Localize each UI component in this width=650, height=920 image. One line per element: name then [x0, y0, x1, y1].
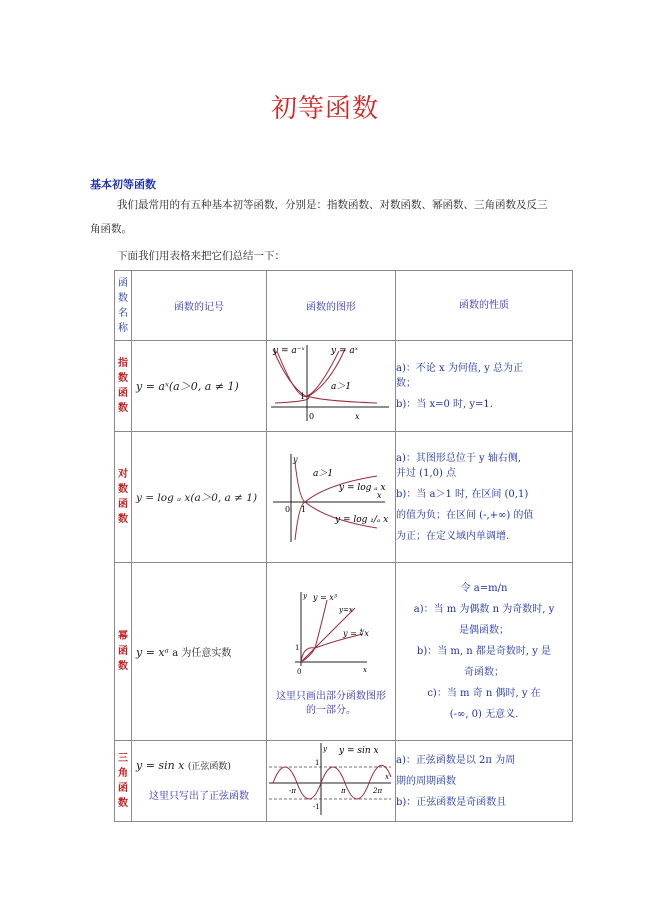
formula-trig-tag: (正弦函数) [187, 761, 231, 772]
graph-label-upper: y = log ₐ x [339, 483, 386, 493]
header-name-cell [115, 271, 132, 341]
properties-cell [396, 563, 573, 741]
properties-cell [396, 341, 573, 432]
graph-label-y: y [293, 455, 298, 464]
graph-note-line1: 这里只画出部分函数图形 [276, 690, 386, 702]
property-line: 奇函数； [464, 667, 504, 678]
formula-cell [132, 341, 267, 432]
property-line: a)：不论 x 为何值, y 总为正 [396, 362, 524, 374]
row-name-cell [115, 741, 132, 822]
property-line: a)：其图形总位于 y 轴右侧, [396, 452, 522, 464]
property-line: (-∞, 0) 无意义. [449, 709, 519, 720]
power-graph [267, 586, 395, 686]
row-name-char: 函 [118, 783, 128, 794]
property-line: 期的周期函数 [396, 775, 456, 787]
header-name-char: 函 [118, 277, 128, 289]
row-name-cell [115, 432, 132, 563]
graph-label-top: y = x³ [313, 592, 338, 602]
graph-label-one: 1 [295, 643, 300, 652]
row-name-char: 数 [118, 373, 128, 384]
properties-cell [396, 432, 573, 563]
row-name-char: 数 [118, 661, 128, 672]
graph-label-neg-one: -1 [313, 803, 320, 811]
header-graph: 函数的图形 [267, 271, 396, 341]
property-line: 令 a=m/n [460, 583, 508, 594]
graph-label-pi: π [341, 787, 346, 795]
property-line: 是偶函数； [459, 625, 509, 636]
graph-label-cond: a＞1 [331, 382, 352, 392]
property-line: 为正；在定义域内单调增. [396, 530, 510, 542]
formula-trig-expression: y = sin x [136, 758, 185, 772]
property-line: a)：正弦函数是以 2π 为周 [396, 754, 516, 766]
row-name-char: 数 [118, 403, 128, 414]
table-row [115, 341, 573, 432]
formula-cell [132, 563, 267, 741]
table-row [115, 432, 573, 563]
formula-power-note: a 为任意实数 [172, 648, 232, 659]
graph-label-lower: y = log ₁/ₐ x [335, 515, 389, 525]
graph-label-left: y = a⁻ˣ [273, 346, 305, 356]
graph-label-y: y [303, 591, 307, 600]
sine-graph [267, 741, 395, 817]
graph-label-mid: y=x [339, 605, 353, 614]
row-name-char: 三 [118, 753, 128, 764]
graph-label-x: x [355, 412, 360, 421]
graph-label-root: y = ∜x [343, 628, 369, 638]
property-line: c)：当 m 奇 n 偶时, y 在 [427, 688, 541, 699]
row-name-char: 数 [118, 798, 128, 809]
formula-logarithm: y = log ₐ x(a＞0, a ≠ 1) [136, 491, 258, 504]
graph-label-cond: a＞1 [313, 469, 334, 479]
graph-label-one: 1 [300, 392, 306, 401]
formula-trig-note: 这里只写出了正弦函数 [149, 790, 249, 802]
header-properties: 函数的性质 [396, 271, 573, 341]
property-line: b)：正弦函数是奇函数且 [396, 796, 507, 808]
graph-label-origin: 0 [309, 412, 315, 421]
row-name-char: 函 [118, 499, 128, 510]
graph-label-one: 1 [315, 759, 320, 767]
formula-cell [132, 432, 267, 563]
properties-cell [396, 741, 573, 822]
section-heading: 基本初等函数 [90, 178, 156, 191]
formula-trig [132, 759, 266, 772]
formula-cell [132, 741, 267, 822]
page-title: 初等函数 [270, 94, 379, 124]
logarithm-graph [267, 432, 395, 558]
row-name-char: 指 [118, 358, 128, 369]
property-line: a)：当 m 为偶数 n 为奇数时, y [413, 604, 555, 615]
row-name-char: 数 [118, 514, 128, 525]
intro-paragraph-line1: 我们最常用的有五种基本初等函数，分别是：指数函数、对数函数、幂函数、三角函数及反三 [117, 199, 548, 211]
property-line: 的值为负；在区间 (-,+∞) 的值 [396, 509, 534, 521]
table-header-row [115, 271, 573, 341]
graph-label-x: x [363, 665, 367, 674]
functions-table [114, 270, 573, 822]
formula-exponential: y = aˣ(a＞0, a ≠ 1) [136, 380, 239, 393]
row-name-cell [115, 341, 132, 432]
graph-label-two-pi: 2π [373, 787, 383, 795]
row-name-char: 对 [118, 469, 128, 480]
graph-label-right: y = aˣ [331, 346, 358, 356]
graph-label-neg-pi: -π [289, 787, 296, 795]
property-line: b)：当 m, n 都是奇数时, y 是 [416, 646, 552, 657]
graph-label-x: x [385, 773, 389, 781]
graph-label-one: 1 [301, 505, 307, 514]
header-name-char: 称 [118, 322, 128, 334]
property-line: b)：当 x=0 时, y=1. [396, 398, 493, 410]
graph-note-line2: 的一部分。 [306, 704, 356, 716]
graph-label-y: y [323, 745, 327, 753]
intro-paragraph-line3: 下面我们用表格来把它们总结一下： [117, 250, 285, 262]
row-name-char: 函 [118, 388, 128, 399]
table-row [115, 741, 573, 822]
graph-label-origin: 0 [297, 667, 302, 676]
graph-cell [267, 741, 396, 822]
row-name-char: 角 [118, 768, 128, 779]
row-name-char: 幂 [118, 631, 128, 642]
row-name-char: 数 [118, 484, 128, 495]
row-name-cell [115, 563, 132, 741]
graph-label-fn: y = sin x [339, 746, 379, 756]
header-notation: 函数的记号 [132, 271, 267, 341]
graph-cell [267, 341, 396, 432]
property-line: b)：当 a＞1 时, 在区间 (0,1) [396, 488, 529, 500]
formula-power-expression: y = xᵃ [136, 646, 169, 659]
table-row [115, 563, 573, 741]
exponential-graph [267, 341, 395, 427]
row-name-char: 函 [118, 646, 128, 657]
property-line: 并过 (1,0) 点 [396, 467, 457, 479]
graph-cell [267, 563, 396, 741]
header-name-char: 名 [118, 307, 128, 319]
graph-cell [267, 432, 396, 563]
formula-power [132, 644, 266, 659]
intro-paragraph-line2: 角函数。 [90, 223, 132, 235]
header-name-char: 数 [118, 292, 128, 304]
property-line: 数； [396, 377, 416, 389]
graph-label-x: x [377, 491, 382, 500]
graph-label-origin: 0 [285, 505, 291, 514]
